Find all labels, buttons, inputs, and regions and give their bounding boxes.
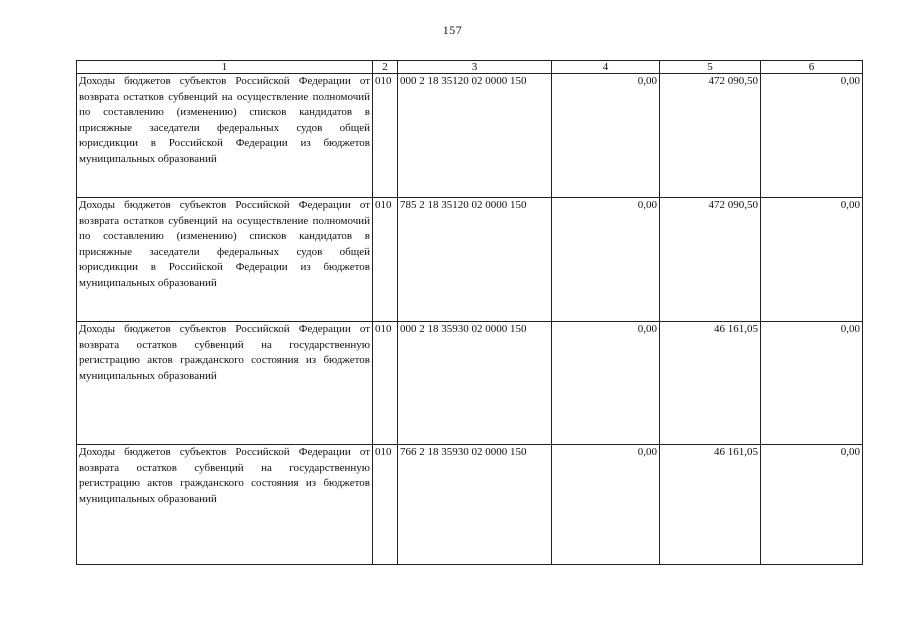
table-row	[77, 74, 863, 198]
budget-classification-code: 000 2 18 35930 02 0000 150	[398, 322, 552, 445]
table-row	[77, 445, 863, 565]
table-header-row	[77, 61, 863, 74]
line-code: 010	[373, 74, 398, 198]
value-col-4: 0,00	[552, 322, 660, 445]
line-code: 010	[373, 198, 398, 322]
value-col-5: 472 090,50	[660, 198, 761, 322]
line-code: 010	[373, 445, 398, 565]
value-col-6: 0,00	[761, 198, 863, 322]
value-col-5: 472 090,50	[660, 74, 761, 198]
column-header-6: 6	[761, 61, 863, 74]
column-header-2: 2	[373, 61, 398, 74]
value-col-6: 0,00	[761, 74, 863, 198]
column-header-1: 1	[77, 61, 373, 74]
income-description: Доходы бюджетов субъектов Российской Федерации от возврата остатков субвенций на государственную регистрацию актов гражданского состояния из бюджетов муниципальных образований	[77, 445, 373, 565]
value-col-5: 46 161,05	[660, 445, 761, 565]
value-col-4: 0,00	[552, 74, 660, 198]
column-header-4: 4	[552, 61, 660, 74]
page-number: 157	[442, 23, 463, 37]
value-col-6: 0,00	[761, 322, 863, 445]
value-col-4: 0,00	[552, 198, 660, 322]
line-code: 010	[373, 322, 398, 445]
table-row	[77, 322, 863, 445]
value-col-5: 46 161,05	[660, 322, 761, 445]
income-description: Доходы бюджетов субъектов Российской Федерации от возврата остатков субвенций на государственную регистрацию актов гражданского состояния из бюджетов муниципальных образований	[77, 322, 373, 445]
budget-classification-code: 000 2 18 35120 02 0000 150	[398, 74, 552, 198]
income-description: Доходы бюджетов субъектов Российской Федерации от возврата остатков субвенций на осуществление полномочий по составлению (изменению) списков кандидатов в присяжные заседатели федеральных судов общей юрисдикции в Российской Федерации из бюджетов муниципальных образований	[77, 198, 373, 322]
value-col-6: 0,00	[761, 445, 863, 565]
column-header-5: 5	[660, 61, 761, 74]
budget-classification-code: 766 2 18 35930 02 0000 150	[398, 445, 552, 565]
budget-classification-code: 785 2 18 35120 02 0000 150	[398, 198, 552, 322]
budget-income-table	[76, 60, 863, 565]
value-col-4: 0,00	[552, 445, 660, 565]
income-description: Доходы бюджетов субъектов Российской Федерации от возврата остатков субвенций на осуществление полномочий по составлению (изменению) списков кандидатов в присяжные заседатели федеральных судов общей юрисдикции в Российской Федерации из бюджетов муниципальных образований	[77, 74, 373, 198]
table-row	[77, 198, 863, 322]
column-header-3: 3	[398, 61, 552, 74]
